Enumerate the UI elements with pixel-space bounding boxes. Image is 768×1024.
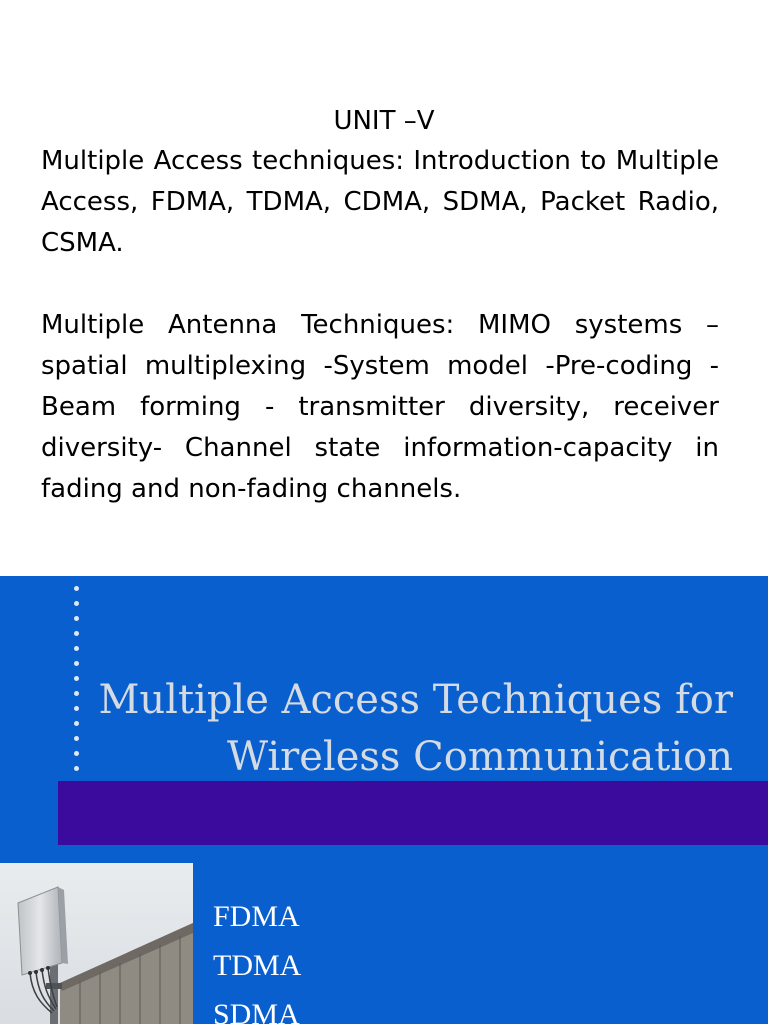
list-item-fdma: FDMA [213, 900, 300, 933]
decorative-dot [74, 736, 79, 741]
technique-list [213, 892, 301, 1024]
decorative-dot [74, 586, 79, 591]
decorative-dot [74, 751, 79, 756]
decorative-dot [74, 676, 79, 681]
slide-title-line-1: Multiple Access Techniques for [98, 677, 733, 723]
decorative-dot [74, 616, 79, 621]
decorative-dot-column [74, 586, 80, 772]
decorative-dot [74, 691, 79, 696]
decorative-dot [74, 646, 79, 651]
slide-title [93, 672, 733, 786]
decorative-dot [74, 706, 79, 711]
title-accent-band [58, 781, 768, 845]
slide-title-line-2: Wireless Communication [226, 734, 733, 780]
decorative-dot [74, 721, 79, 726]
list-item-sdma: SDMA [213, 998, 300, 1024]
title-slide [0, 576, 768, 1024]
decorative-dot [74, 601, 79, 606]
syllabus-paragraph-multiple-access: Multiple Access techniques: Introduction to Multiple Access, FDMA, TDMA, CDMA, SDMA, Packet Radio, CSMA. [41, 146, 719, 258]
decorative-dot [74, 766, 79, 771]
syllabus-paragraph-multiple-antenna: Multiple Antenna Techniques: MIMO systems – spatial multiplexing -System model -Pre-coding - Beam forming - transmitter diversity, receiver diversity- Channel state information-capacity in fading and non-fading channels. [41, 310, 719, 504]
decorative-dot [74, 631, 79, 636]
list-item-tdma: TDMA [213, 949, 302, 982]
decorative-dot [74, 661, 79, 666]
unit-title: UNIT –V [333, 106, 435, 136]
antenna-photo [0, 863, 193, 1024]
